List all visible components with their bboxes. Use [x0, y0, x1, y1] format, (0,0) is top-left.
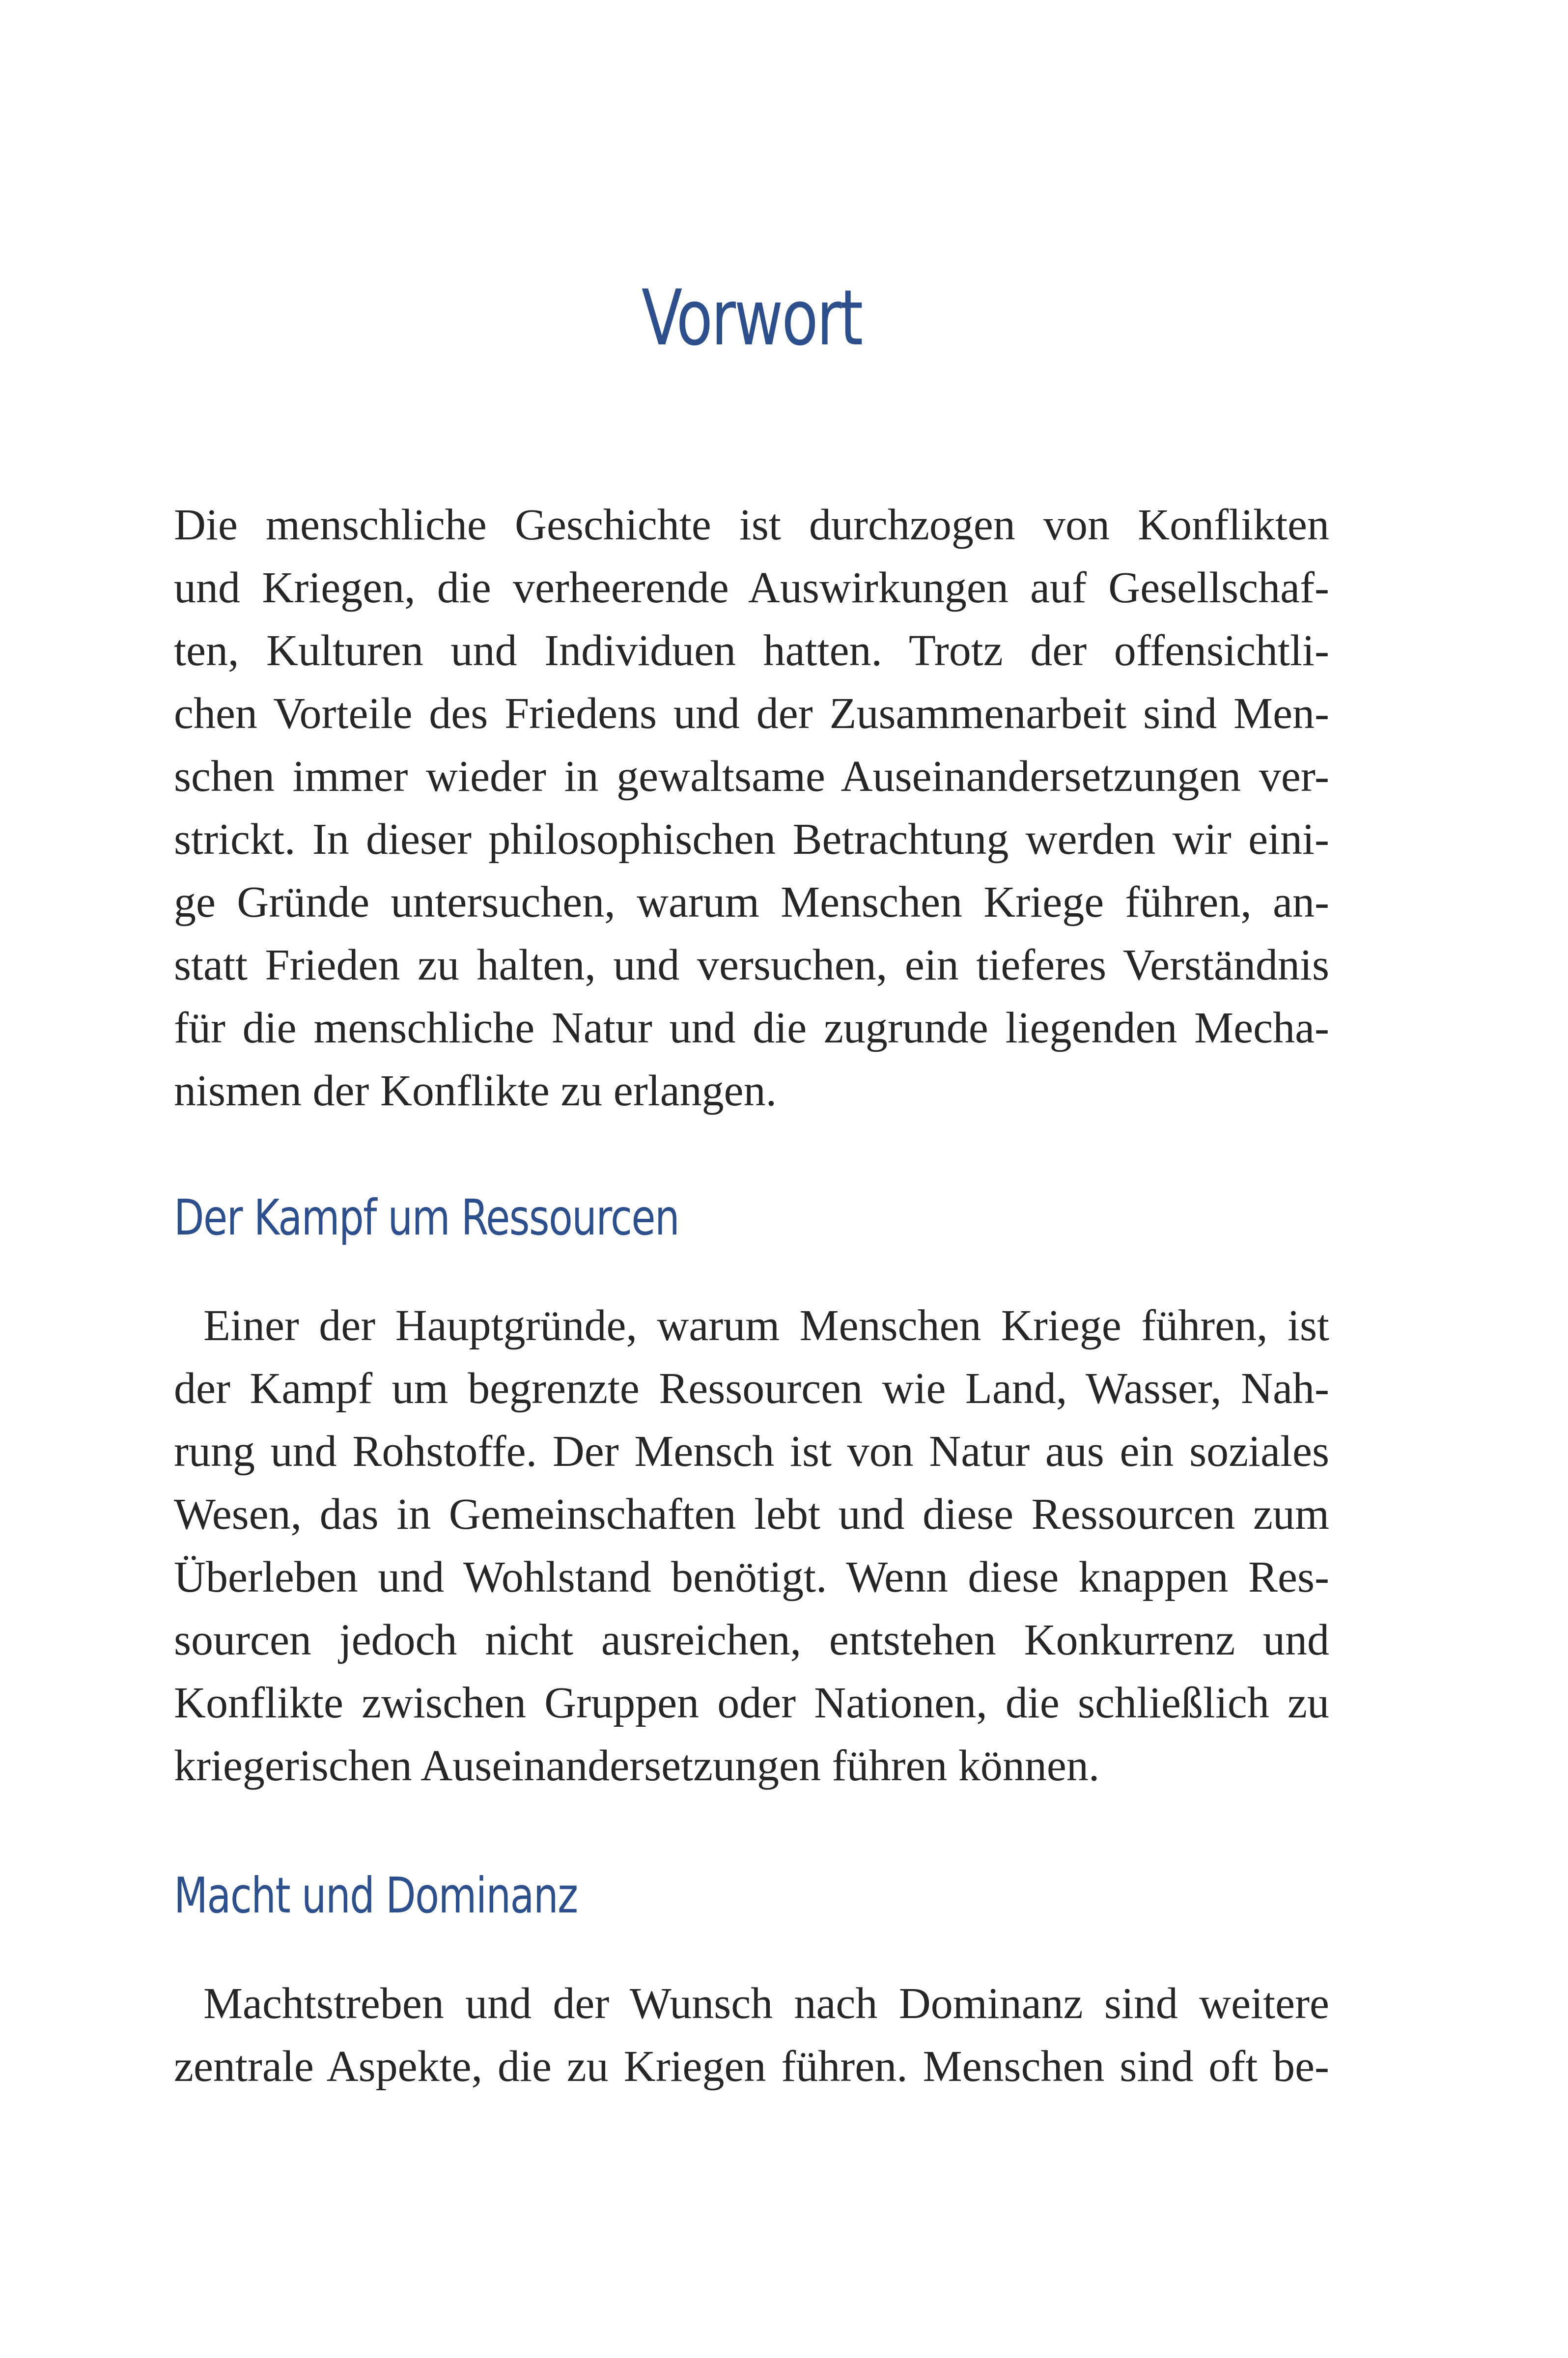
text-line: nismen der Konflikte zu erlangen. [174, 1067, 777, 1115]
text-line: schen immer wieder in gewaltsame Auseinandersetzungen ver- [174, 752, 1329, 801]
text-line: Machtstreben und der Wunsch nach Dominanz sind weitere [203, 1979, 1329, 2028]
text-line: chen Vorteile des Friedens und der Zusammenarbeit sind Men- [174, 689, 1329, 738]
text-line: und Kriegen, die verheerende Auswirkungen auf Gesellschaf- [174, 563, 1329, 612]
text-line: kriegerischen Auseinandersetzungen führen können. [174, 1741, 1100, 1790]
section-heading-power: Macht und Dominanz [174, 1867, 578, 1924]
section-paragraph-resources [174, 1294, 1329, 1797]
text-line: Überleben und Wohlstand benötigt. Wenn diese knappen Res- [174, 1553, 1329, 1601]
text-line: zentrale Aspekte, die zu Kriegen führen. Menschen sind oft be- [174, 2042, 1329, 2091]
text-line: sourcen jedoch nicht ausreichen, entstehen Konkurrenz und [174, 1616, 1329, 1664]
text-line: ten, Kulturen und Individuen hatten. Trotz der offensichtli- [174, 626, 1329, 675]
text-line: rung und Rohstoffe. Der Mensch ist von Natur aus ein soziales [174, 1427, 1329, 1476]
section-paragraph-power [174, 1972, 1329, 2098]
text-line: strickt. In dieser philosophischen Betrachtung werden wir eini- [174, 815, 1329, 864]
text-line: Konflikte zwischen Gruppen oder Nationen, die schließlich zu [174, 1679, 1329, 1727]
section-heading-resources: Der Kampf um Ressourcen [174, 1189, 679, 1246]
page-title: Vorwort [641, 273, 862, 363]
intro-paragraph [174, 494, 1329, 1123]
text-line: ge Gründe untersuchen, warum Menschen Kriege führen, an- [174, 878, 1329, 926]
text-line: der Kampf um begrenzte Ressourcen wie Land, Wasser, Nah- [174, 1364, 1329, 1413]
text-line: Wesen, das in Gemeinschaften lebt und diese Ressourcen zum [174, 1490, 1329, 1539]
text-line: statt Frieden zu halten, und versuchen, ein tieferes Verständnis [174, 941, 1329, 989]
text-line: Einer der Hauptgründe, warum Menschen Kriege führen, ist [203, 1301, 1329, 1350]
text-line: Die menschliche Geschichte ist durchzogen von Konflikten [174, 501, 1329, 549]
text-line: für die menschliche Natur und die zugrunde liegenden Mecha- [174, 1004, 1329, 1052]
